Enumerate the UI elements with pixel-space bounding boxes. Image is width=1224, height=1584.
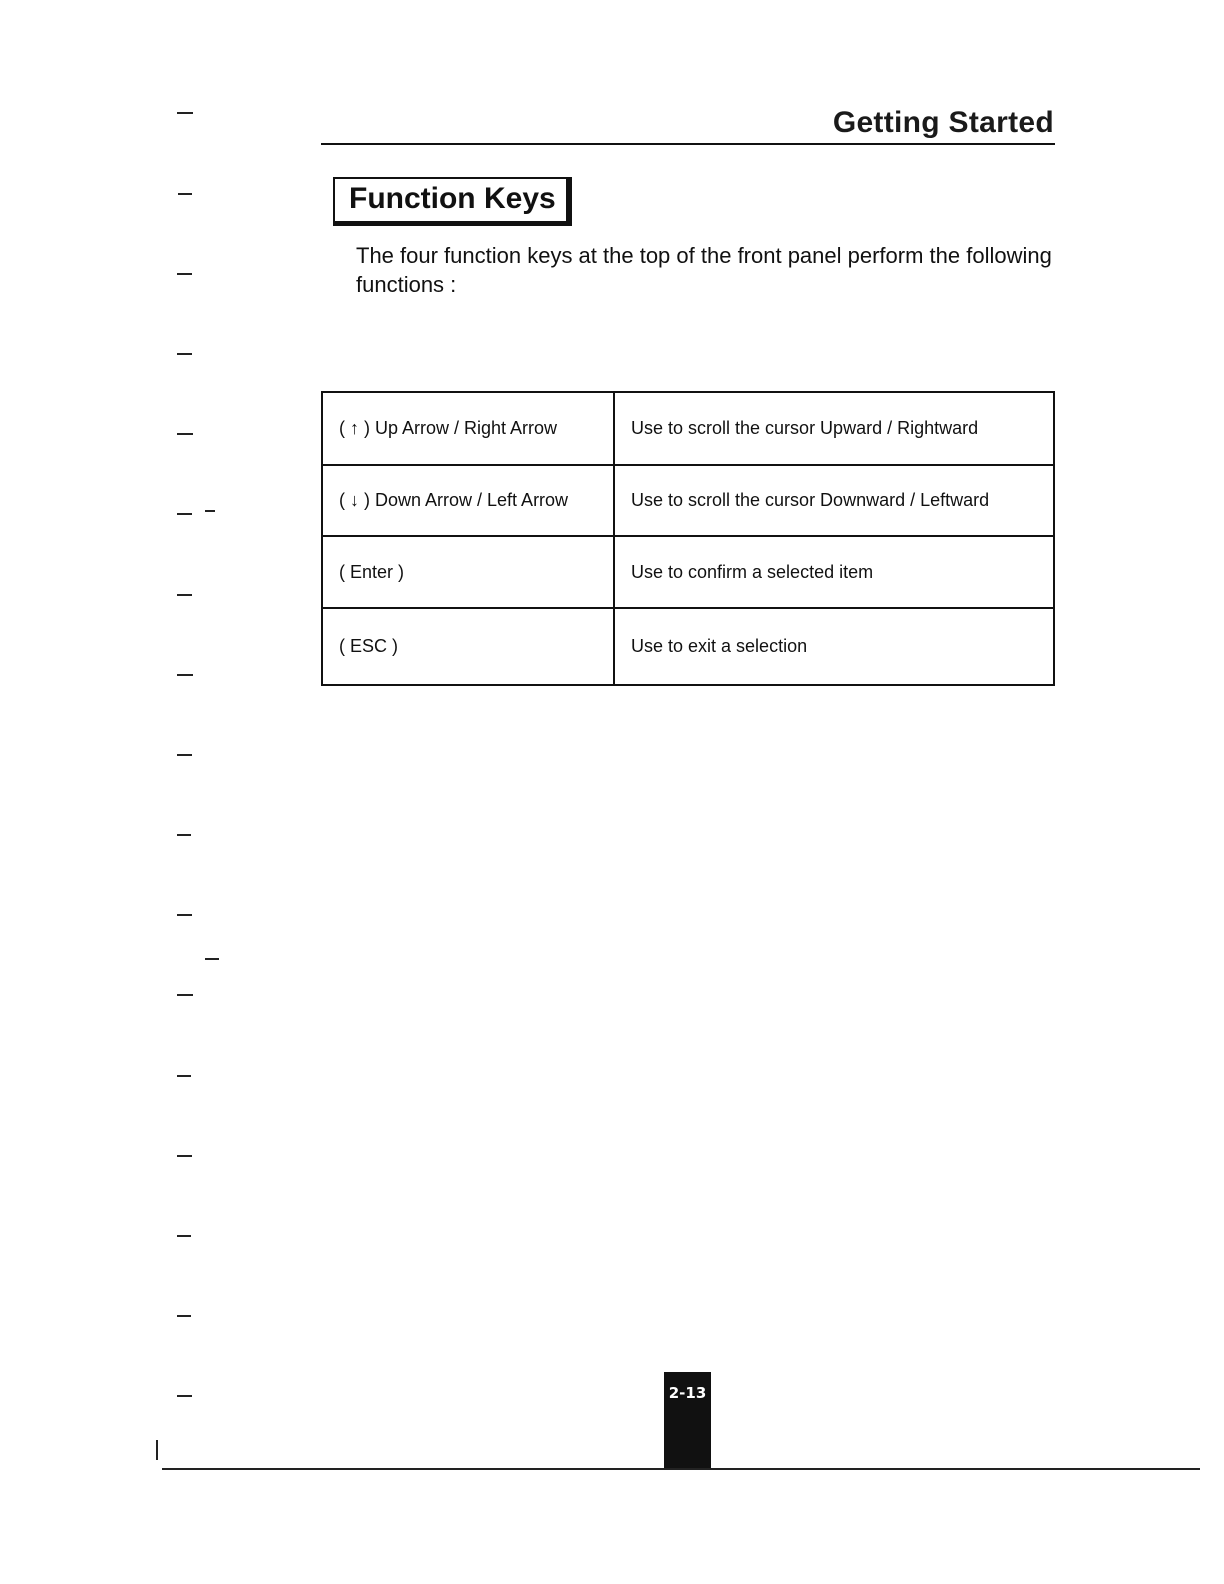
description-cell: Use to scroll the cursor Upward / Rightward [614,392,1054,465]
table-row [322,608,1054,685]
table-row [322,392,1054,465]
description-cell: Use to scroll the cursor Downward / Leftward [614,465,1054,536]
margin-mark [177,994,193,996]
margin-mark [205,958,219,960]
page-number-tab [664,1372,711,1469]
page-number: 2-13 [668,1384,707,1402]
margin-mark [177,273,192,275]
table-row [322,536,1054,608]
key-cell: ( ESC ) [322,608,614,685]
section-heading-box [333,177,572,226]
margin-mark [178,193,192,195]
intro-paragraph: The four function keys at the top of the front panel perform the following functions : [356,243,1052,297]
margin-mark [177,353,192,355]
margin-mark [177,914,192,916]
description-cell: Use to exit a selection [614,608,1054,685]
margin-mark [177,1395,192,1397]
key-cell: ( Enter ) [322,536,614,608]
header-rule [321,143,1055,145]
margin-mark [177,834,191,836]
margin-mark [205,510,215,512]
margin-mark [177,513,192,515]
margin-mark [177,433,193,435]
section-title: Function Keys [349,182,556,215]
margin-mark [177,1155,192,1157]
margin-mark [177,1315,191,1317]
function-keys-table [321,391,1055,686]
margin-mark [177,1075,191,1077]
key-cell: ( ↓ ) Down Arrow / Left Arrow [322,465,614,536]
margin-mark [177,674,193,676]
table-row [322,465,1054,536]
margin-mark [177,1235,191,1237]
crop-mark [156,1440,158,1460]
margin-mark [177,594,192,596]
margin-mark [177,112,193,114]
running-header-title: Getting Started [832,106,1054,139]
key-cell: ( ↑ ) Up Arrow / Right Arrow [322,392,614,465]
description-cell: Use to confirm a selected item [614,536,1054,608]
footer-rule [162,1468,1200,1470]
margin-mark [177,754,192,756]
